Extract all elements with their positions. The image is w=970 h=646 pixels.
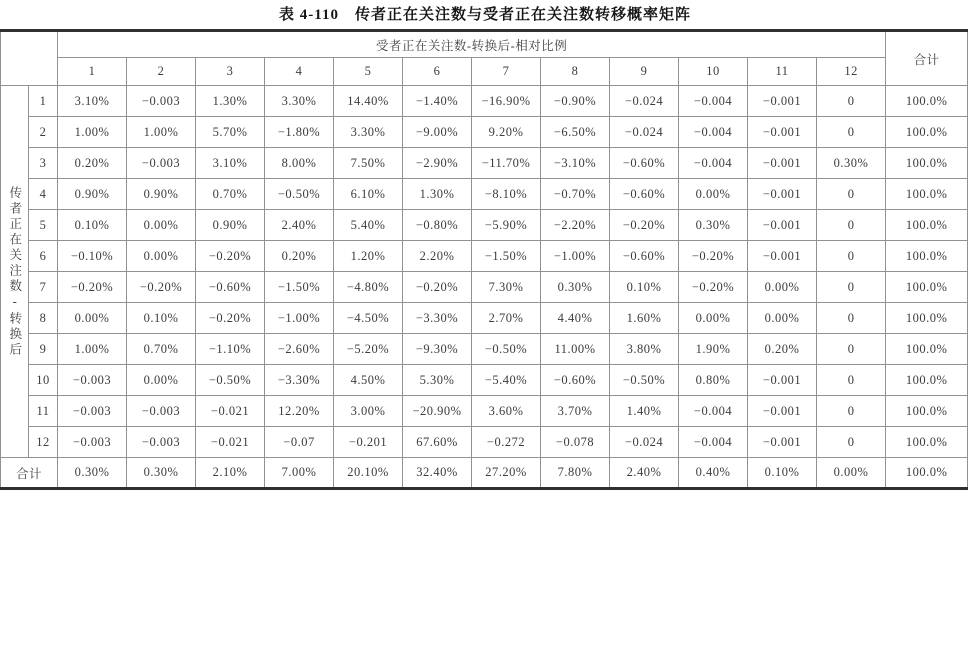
cell: 0 xyxy=(817,272,886,303)
cell: 1.30% xyxy=(196,86,265,117)
row-total: 100.0% xyxy=(886,117,968,148)
cell: 9.20% xyxy=(472,117,541,148)
cell: −0.024 xyxy=(610,117,679,148)
total-cell: 0.10% xyxy=(748,458,817,489)
cell: 7.50% xyxy=(334,148,403,179)
cell: 0.00% xyxy=(748,303,817,334)
cell: −16.90% xyxy=(472,86,541,117)
cell: 3.00% xyxy=(334,396,403,427)
cell: 0 xyxy=(817,86,886,117)
cell: −0.201 xyxy=(334,427,403,458)
row-total: 100.0% xyxy=(886,210,968,241)
cell: −3.10% xyxy=(541,148,610,179)
cell: 0 xyxy=(817,334,886,365)
cell: −0.001 xyxy=(748,117,817,148)
row-label: 12 xyxy=(29,427,58,458)
cell: −0.70% xyxy=(541,179,610,210)
cell: 14.40% xyxy=(334,86,403,117)
cell: 2.20% xyxy=(403,241,472,272)
cell: 5.40% xyxy=(334,210,403,241)
cell: −0.003 xyxy=(58,396,127,427)
cell: −2.60% xyxy=(265,334,334,365)
table-row xyxy=(1,210,968,241)
cell: −0.20% xyxy=(610,210,679,241)
table-row xyxy=(1,427,968,458)
cell: −0.10% xyxy=(58,241,127,272)
row-group-header: 传者正在关注数-转换后 xyxy=(7,185,22,358)
total-cell: 7.80% xyxy=(541,458,610,489)
table-row xyxy=(1,365,968,396)
cell: 0 xyxy=(817,210,886,241)
cell: −0.001 xyxy=(748,179,817,210)
cell: −0.20% xyxy=(679,272,748,303)
total-cell: 20.10% xyxy=(334,458,403,489)
cell: −1.00% xyxy=(541,241,610,272)
cell: 1.00% xyxy=(58,117,127,148)
cell: 0.00% xyxy=(127,241,196,272)
cell: −0.001 xyxy=(748,365,817,396)
cell: −0.272 xyxy=(472,427,541,458)
cell: 0 xyxy=(817,117,886,148)
cell: −0.024 xyxy=(610,86,679,117)
col-group-header: 受者正在关注数-转换后-相对比例 xyxy=(58,31,886,58)
total-cell: 0.40% xyxy=(679,458,748,489)
row-label: 2 xyxy=(29,117,58,148)
grand-total: 100.0% xyxy=(886,458,968,489)
row-total: 100.0% xyxy=(886,365,968,396)
cell: 5.30% xyxy=(403,365,472,396)
cell: 0.90% xyxy=(58,179,127,210)
total-row xyxy=(1,458,968,489)
cell: −0.20% xyxy=(127,272,196,303)
cell: −0.021 xyxy=(196,396,265,427)
row-label: 7 xyxy=(29,272,58,303)
cell: −0.004 xyxy=(679,117,748,148)
cell: −0.20% xyxy=(679,241,748,272)
cell: −0.001 xyxy=(748,210,817,241)
total-cell: 2.40% xyxy=(610,458,679,489)
table-row xyxy=(1,86,968,117)
cell: −0.003 xyxy=(127,148,196,179)
table-row xyxy=(1,117,968,148)
cell: 3.60% xyxy=(472,396,541,427)
cell: −0.004 xyxy=(679,427,748,458)
cell: 8.00% xyxy=(265,148,334,179)
col-header: 9 xyxy=(610,58,679,86)
table-row xyxy=(1,148,968,179)
cell: 0.20% xyxy=(265,241,334,272)
table-row xyxy=(1,303,968,334)
cell: −1.00% xyxy=(265,303,334,334)
cell: 0 xyxy=(817,427,886,458)
cell: −2.90% xyxy=(403,148,472,179)
cell: −0.80% xyxy=(403,210,472,241)
cell: −5.40% xyxy=(472,365,541,396)
cell: −0.001 xyxy=(748,86,817,117)
cell: −3.30% xyxy=(403,303,472,334)
col-header: 4 xyxy=(265,58,334,86)
cell: −1.80% xyxy=(265,117,334,148)
cell: 0.90% xyxy=(196,210,265,241)
row-total: 100.0% xyxy=(886,334,968,365)
cell: −0.003 xyxy=(127,396,196,427)
cell: 0.00% xyxy=(748,272,817,303)
cell: 0 xyxy=(817,303,886,334)
cell: 0 xyxy=(817,396,886,427)
row-total: 100.0% xyxy=(886,396,968,427)
cell: 0.20% xyxy=(748,334,817,365)
cell: −0.001 xyxy=(748,427,817,458)
cell: −0.004 xyxy=(679,86,748,117)
cell: 0.30% xyxy=(679,210,748,241)
cell: −0.003 xyxy=(58,365,127,396)
cell: 0 xyxy=(817,179,886,210)
cell: 0.10% xyxy=(610,272,679,303)
table-row xyxy=(1,179,968,210)
col-header: 12 xyxy=(817,58,886,86)
cell: 2.40% xyxy=(265,210,334,241)
cell: −0.001 xyxy=(748,148,817,179)
cell: −3.30% xyxy=(265,365,334,396)
row-label: 3 xyxy=(29,148,58,179)
cell: −0.078 xyxy=(541,427,610,458)
cell: 12.20% xyxy=(265,396,334,427)
cell: 1.60% xyxy=(610,303,679,334)
cell: −0.50% xyxy=(610,365,679,396)
cell: −8.10% xyxy=(472,179,541,210)
col-header: 7 xyxy=(472,58,541,86)
cell: 0.70% xyxy=(196,179,265,210)
row-group-header-cell xyxy=(1,86,29,458)
cell: −0.024 xyxy=(610,427,679,458)
total-cell: 0.30% xyxy=(58,458,127,489)
cell: 0.00% xyxy=(127,365,196,396)
cell: −1.40% xyxy=(403,86,472,117)
cell: 0.00% xyxy=(127,210,196,241)
cell: 0.00% xyxy=(679,303,748,334)
cell: −0.003 xyxy=(58,427,127,458)
cell: 0.00% xyxy=(679,179,748,210)
cell: −0.60% xyxy=(541,365,610,396)
cell: −0.004 xyxy=(679,396,748,427)
cell: 4.50% xyxy=(334,365,403,396)
cell: −0.90% xyxy=(541,86,610,117)
cell: −0.60% xyxy=(610,241,679,272)
cell: 5.70% xyxy=(196,117,265,148)
cell: 0 xyxy=(817,241,886,272)
table-title: 表 4-110 传者正在关注数与受者正在关注数转移概率矩阵 xyxy=(279,7,691,23)
transfer-probability-matrix-table xyxy=(0,29,968,490)
col-header: 10 xyxy=(679,58,748,86)
total-cell: 27.20% xyxy=(472,458,541,489)
cell: 0.00% xyxy=(58,303,127,334)
row-total: 100.0% xyxy=(886,427,968,458)
table-row xyxy=(1,272,968,303)
row-label: 8 xyxy=(29,303,58,334)
cell: 1.20% xyxy=(334,241,403,272)
cell: −4.50% xyxy=(334,303,403,334)
cell: 4.40% xyxy=(541,303,610,334)
cell: −20.90% xyxy=(403,396,472,427)
cell: 7.30% xyxy=(472,272,541,303)
cell: 3.30% xyxy=(265,86,334,117)
table-row xyxy=(1,334,968,365)
col-header: 3 xyxy=(196,58,265,86)
cell: −0.003 xyxy=(127,86,196,117)
row-total: 100.0% xyxy=(886,148,968,179)
cell: 1.40% xyxy=(610,396,679,427)
cell: 3.80% xyxy=(610,334,679,365)
table-row xyxy=(1,241,968,272)
cell: −0.001 xyxy=(748,241,817,272)
cell: 6.10% xyxy=(334,179,403,210)
total-cell: 32.40% xyxy=(403,458,472,489)
total-cell: 0.30% xyxy=(127,458,196,489)
cell: 0.20% xyxy=(58,148,127,179)
cell: 3.10% xyxy=(196,148,265,179)
col-header: 2 xyxy=(127,58,196,86)
row-total: 100.0% xyxy=(886,179,968,210)
cell: −1.50% xyxy=(472,241,541,272)
row-total: 100.0% xyxy=(886,272,968,303)
cell: −0.60% xyxy=(196,272,265,303)
row-label: 5 xyxy=(29,210,58,241)
cell: −0.50% xyxy=(265,179,334,210)
cell: −0.20% xyxy=(403,272,472,303)
col-header: 8 xyxy=(541,58,610,86)
cell: −0.20% xyxy=(196,303,265,334)
row-label: 10 xyxy=(29,365,58,396)
cell: 0.80% xyxy=(679,365,748,396)
cell: −0.20% xyxy=(196,241,265,272)
cell: −0.004 xyxy=(679,148,748,179)
cell: −0.60% xyxy=(610,148,679,179)
col-header: 1 xyxy=(58,58,127,86)
cell: −0.50% xyxy=(196,365,265,396)
cell: −5.90% xyxy=(472,210,541,241)
cell: −6.50% xyxy=(541,117,610,148)
cell: 0.10% xyxy=(58,210,127,241)
cell: −1.10% xyxy=(196,334,265,365)
row-total: 100.0% xyxy=(886,241,968,272)
cell: 0 xyxy=(817,365,886,396)
cell: 11.00% xyxy=(541,334,610,365)
cell: −0.50% xyxy=(472,334,541,365)
cell: 0.10% xyxy=(127,303,196,334)
cell: −5.20% xyxy=(334,334,403,365)
total-cell: 7.00% xyxy=(265,458,334,489)
cell: 1.90% xyxy=(679,334,748,365)
cell: 3.10% xyxy=(58,86,127,117)
row-total: 100.0% xyxy=(886,303,968,334)
row-label: 4 xyxy=(29,179,58,210)
cell: 0.90% xyxy=(127,179,196,210)
cell: −9.30% xyxy=(403,334,472,365)
cell: 1.30% xyxy=(403,179,472,210)
row-label: 11 xyxy=(29,396,58,427)
cell: 3.30% xyxy=(334,117,403,148)
row-label: 9 xyxy=(29,334,58,365)
cell: −2.20% xyxy=(541,210,610,241)
cell: 0.70% xyxy=(127,334,196,365)
table-row xyxy=(1,396,968,427)
row-label: 6 xyxy=(29,241,58,272)
cell: 0.30% xyxy=(541,272,610,303)
cell: 3.70% xyxy=(541,396,610,427)
cell: −0.021 xyxy=(196,427,265,458)
cell: −1.50% xyxy=(265,272,334,303)
total-row-label: 合计 xyxy=(1,458,58,489)
cell: −11.70% xyxy=(472,148,541,179)
cell: 1.00% xyxy=(58,334,127,365)
col-header: 5 xyxy=(334,58,403,86)
col-header: 6 xyxy=(403,58,472,86)
cell: −0.001 xyxy=(748,396,817,427)
row-total: 100.0% xyxy=(886,86,968,117)
col-header: 11 xyxy=(748,58,817,86)
corner-cell xyxy=(1,31,58,86)
cell: −9.00% xyxy=(403,117,472,148)
cell: 67.60% xyxy=(403,427,472,458)
cell: −0.60% xyxy=(610,179,679,210)
cell: 2.70% xyxy=(472,303,541,334)
cell: −0.003 xyxy=(127,427,196,458)
cell: 1.00% xyxy=(127,117,196,148)
total-col-header: 合计 xyxy=(886,31,968,86)
total-cell: 2.10% xyxy=(196,458,265,489)
cell: −0.07 xyxy=(265,427,334,458)
cell: 0.30% xyxy=(817,148,886,179)
cell: −4.80% xyxy=(334,272,403,303)
row-label: 1 xyxy=(29,86,58,117)
cell: −0.20% xyxy=(58,272,127,303)
total-cell: 0.00% xyxy=(817,458,886,489)
